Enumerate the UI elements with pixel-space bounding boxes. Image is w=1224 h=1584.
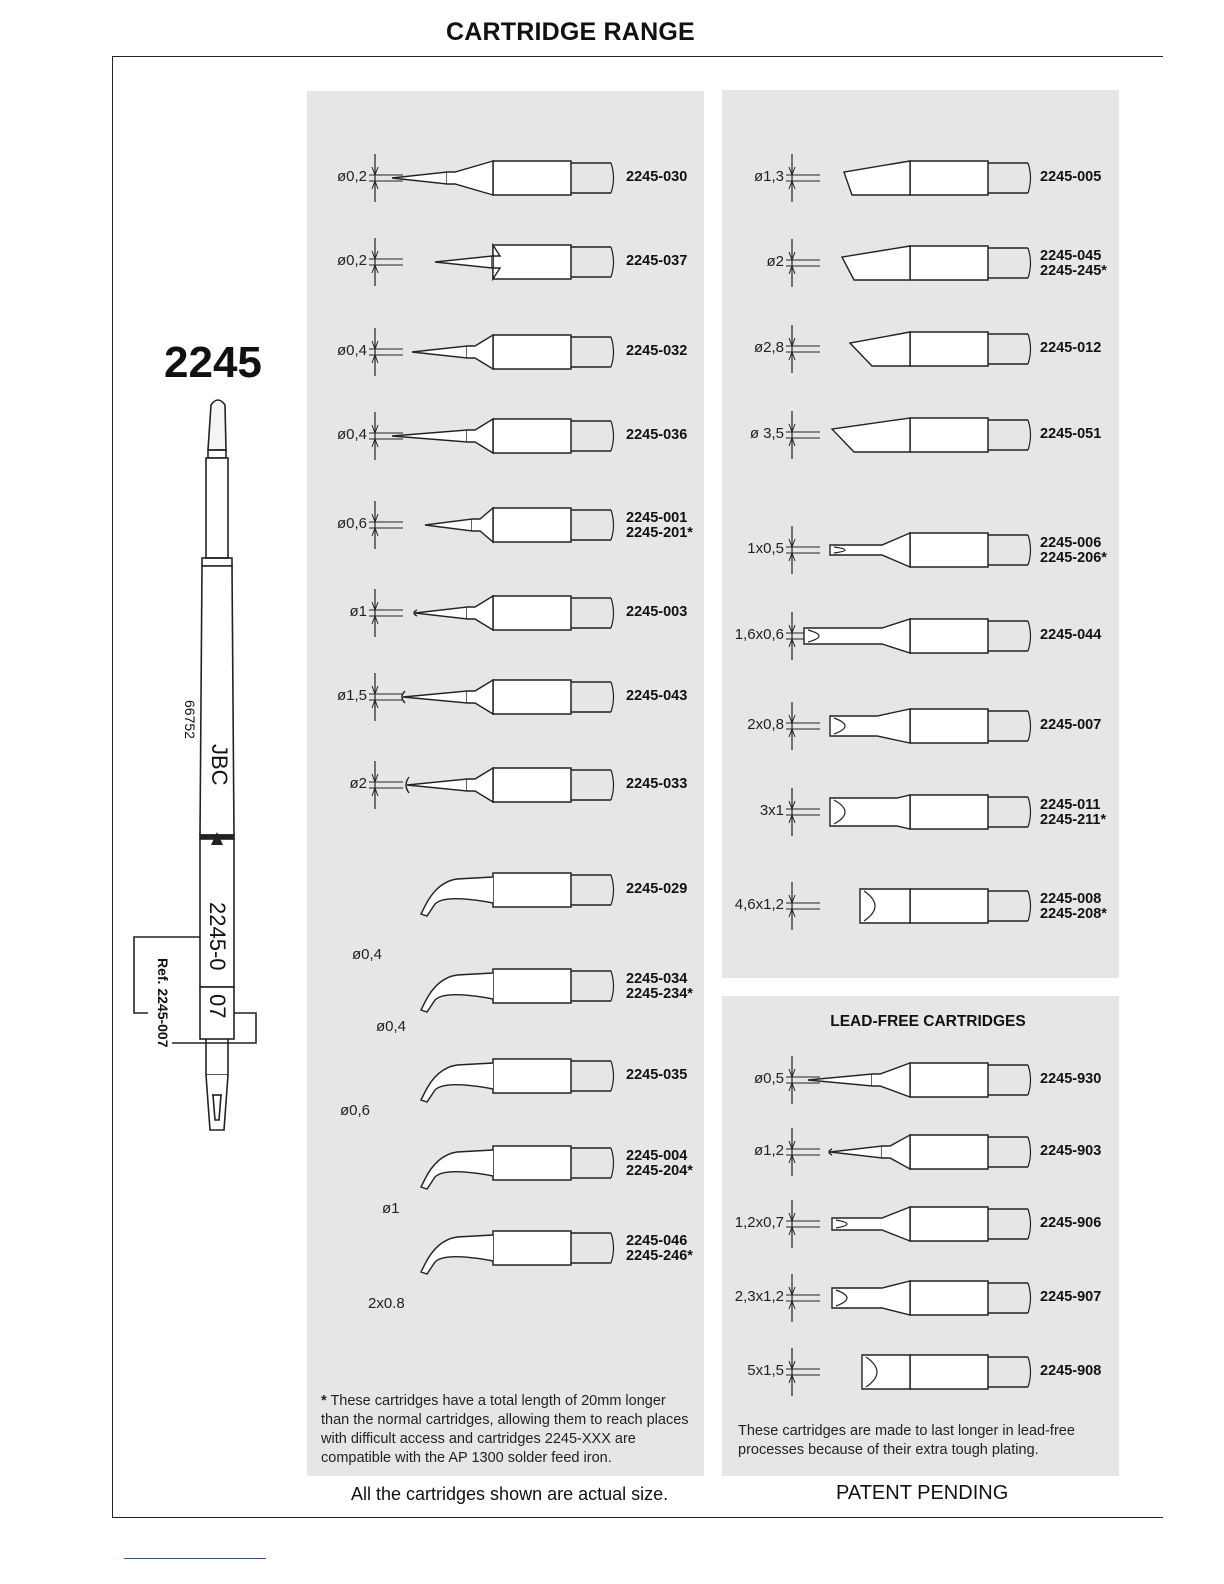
cartridge-code-line: 2245-044: [1040, 627, 1102, 643]
model-number: 2245: [164, 338, 262, 387]
bent-cartridge-row: [307, 1133, 704, 1193]
cartridge-code-line: 2245-906: [1040, 1215, 1102, 1231]
cartridge-code-line: 2245-012: [1040, 340, 1102, 356]
note-text: These cartridges have a total length of 20mm longer than the normal cartridges, allowing them to reach places with difficult access and cartridges 2245-XXX are compatible with the AP 1300 solder feed iron.: [321, 1393, 689, 1466]
cartridge-code: [1040, 1216, 1101, 1231]
footer-link-underline: [124, 1558, 266, 1559]
cartridge-code: [1040, 1290, 1101, 1305]
cartridge-row: [722, 520, 1119, 580]
cartridge-code-line: 2245-043: [626, 688, 688, 704]
handle-serial: 66752: [182, 700, 198, 739]
cartridge-code: [626, 972, 693, 1002]
cartridge-code-line: 2245-033: [626, 776, 688, 792]
cartridge-row: [307, 322, 704, 382]
cartridge-code-line: 2245-245*: [1040, 263, 1107, 279]
bent-cartridge-row: [307, 1218, 704, 1278]
footer-actual-size: All the cartridges shown are actual size.: [351, 1484, 669, 1504]
ref-label: Ref. 2245-007: [155, 958, 171, 1048]
note-star: *: [321, 1393, 327, 1409]
cartridge-code: [626, 882, 687, 897]
cartridge-code-line: 2245-037: [626, 253, 688, 269]
cartridge-row: [307, 667, 704, 727]
tip-dimension: ø0,2: [336, 252, 367, 269]
cartridge-code-line: 2245-204*: [626, 1163, 693, 1179]
cartridge-code-line: 2245-029: [626, 881, 688, 897]
tip-dimension: ø1,5: [336, 687, 367, 704]
tip-dimension: ø1: [382, 1200, 400, 1217]
tip-dimension: 2,3x1,2: [734, 1288, 784, 1305]
cartridge-row: [722, 233, 1119, 293]
cartridge-row: [722, 1194, 1119, 1254]
cartridge-code: [1040, 892, 1107, 922]
tip-dimension: 1x0,5: [747, 540, 784, 557]
tip-dimension: ø0,4: [352, 946, 383, 963]
cartridge-row: [722, 1342, 1119, 1402]
cartridge-code-line: 2245-006: [1040, 535, 1102, 551]
tip-dimension: ø0,2: [336, 168, 367, 185]
soldering-handle-illustration: [120, 395, 280, 1140]
cartridge-code-line: 2245-246*: [626, 1248, 693, 1264]
cartridge-code: [626, 777, 687, 792]
tip-dimension: ø 3,5: [749, 425, 784, 442]
cartridge-code: [1040, 798, 1106, 828]
cartridge-row: [722, 1050, 1119, 1110]
tip-dimension: ø2: [349, 775, 367, 792]
bent-cartridge-row: [307, 1046, 704, 1106]
cartridge-code: [626, 344, 687, 359]
bent-cartridge-row: [307, 956, 704, 1016]
tip-dimension: ø0,5: [753, 1070, 784, 1087]
cartridge-row: [722, 148, 1119, 208]
cartridge-row: [722, 606, 1119, 666]
cartridge-code: [1040, 536, 1107, 566]
cartridge-row: [307, 232, 704, 292]
tip-dimension: ø1,3: [753, 168, 784, 185]
cartridge-code: [1040, 427, 1101, 442]
cartridge-code: [1040, 1144, 1101, 1159]
cartridge-code-line: 2245-011: [1040, 797, 1101, 813]
cartridge-code: [1040, 628, 1101, 643]
tip-dimension: ø1,2: [753, 1142, 784, 1159]
tip-dimension: 2x0,8: [747, 716, 784, 733]
cartridge-code: [626, 605, 687, 620]
cartridge-code-line: 2245-930: [1040, 1071, 1102, 1087]
tip-dimension: ø0,4: [376, 1018, 407, 1035]
cartridge-code: [1040, 341, 1101, 356]
cartridge-code-line: 2245-208*: [1040, 906, 1107, 922]
cartridge-code-line: 2245-004: [626, 1148, 688, 1164]
cartridge-code: [1040, 718, 1101, 733]
cartridge-code-line: 2245-045: [1040, 248, 1102, 264]
cartridge-code-line: 2245-003: [626, 604, 688, 620]
tip-dimension: ø2: [766, 253, 784, 270]
cartridge-code: [626, 689, 687, 704]
cartridge-code: [626, 428, 687, 443]
tip-dimension: ø1: [349, 603, 367, 620]
tip-dimension: ø2,8: [753, 339, 784, 356]
tip-dimension: 4,6x1,2: [734, 896, 784, 913]
bent-cartridge-row: [307, 860, 704, 920]
cartridge-code-line: 2245-030: [626, 169, 688, 185]
cartridge-code-line: 2245-035: [626, 1067, 688, 1083]
cartridge-row: [307, 495, 704, 555]
cartridge-code-line: 2245-008: [1040, 891, 1102, 907]
cartridge-code: [1040, 249, 1107, 279]
cartridge-row: [722, 696, 1119, 756]
tip-dimension: 1,6x0,6: [734, 626, 784, 643]
cartridge-code-line: 2245-903: [1040, 1143, 1102, 1159]
cartridge-row: [307, 755, 704, 815]
cartridge-code-line: 2245-908: [1040, 1363, 1102, 1379]
cartridge-code-line: 2245-051: [1040, 426, 1102, 442]
cartridge-row: [307, 406, 704, 466]
cartridge-row: [722, 1122, 1119, 1182]
tip-dimension: ø0,6: [336, 515, 367, 532]
tip-dimension: ø0,4: [336, 426, 367, 443]
cartridge-code-line: 2245-036: [626, 427, 688, 443]
cartridge-code: [626, 511, 693, 541]
lead-free-note: These cartridges are made to last longer in lead-free processes because of their extra tough plating.: [738, 1423, 1075, 1458]
cartridge-row: [722, 1268, 1119, 1328]
cartridge-row: [722, 319, 1119, 379]
cartridge-code-line: 2245-032: [626, 343, 688, 359]
cartridge-code-line: 2245-034: [626, 971, 688, 987]
tip-dimension: ø0,4: [336, 342, 367, 359]
cartridge-row: [722, 876, 1119, 936]
cartridge-code: [1040, 1364, 1101, 1379]
cartridge-row: [722, 405, 1119, 465]
cartridge-code-line: 2245-001: [626, 510, 688, 526]
tip-dimension: 3x1: [759, 802, 784, 819]
tip-dimension: 1,2x0,7: [734, 1214, 784, 1231]
cartridge-row: [307, 148, 704, 208]
cartridge-code: [626, 1234, 693, 1264]
footer-patent-pending: PATENT PENDING: [836, 1482, 1009, 1504]
bent-tip-drawing: [307, 860, 704, 940]
cartridge-code: [626, 1149, 693, 1179]
cartridge-code-line: 2245-005: [1040, 169, 1102, 185]
cartridge-code-line: 2245-206*: [1040, 550, 1107, 566]
cartridge-prefix: 2245-0: [205, 902, 230, 971]
cartridge-suffix: 07: [205, 994, 230, 1019]
page-title: CARTRIDGE RANGE: [446, 18, 695, 46]
cartridge-code-line: 2245-907: [1040, 1289, 1102, 1305]
cartridge-code: [1040, 170, 1101, 185]
cartridge-code-line: 2245-007: [1040, 717, 1102, 733]
tip-dimension: 5x1,5: [747, 1362, 784, 1379]
cartridge-code: [626, 1068, 687, 1083]
handle-brand: JBC: [207, 744, 232, 786]
tip-dimension: 2x0.8: [368, 1295, 405, 1312]
cartridge-code-line: 2245-201*: [626, 525, 693, 541]
long-cartridge-note: [321, 1392, 696, 1468]
cartridge-code: [626, 254, 687, 269]
tip-dimension: ø0,6: [340, 1102, 371, 1119]
cartridge-row: [722, 782, 1119, 842]
cartridge-code: [626, 170, 687, 185]
cartridge-row: [307, 583, 704, 643]
cartridge-code-line: 2245-211*: [1040, 812, 1107, 828]
lead-free-title: LEAD-FREE CARTRIDGES: [830, 1013, 1026, 1030]
cartridge-code-line: 2245-234*: [626, 986, 693, 1002]
cartridge-code: [1040, 1072, 1101, 1087]
cartridge-code-line: 2245-046: [626, 1233, 688, 1249]
